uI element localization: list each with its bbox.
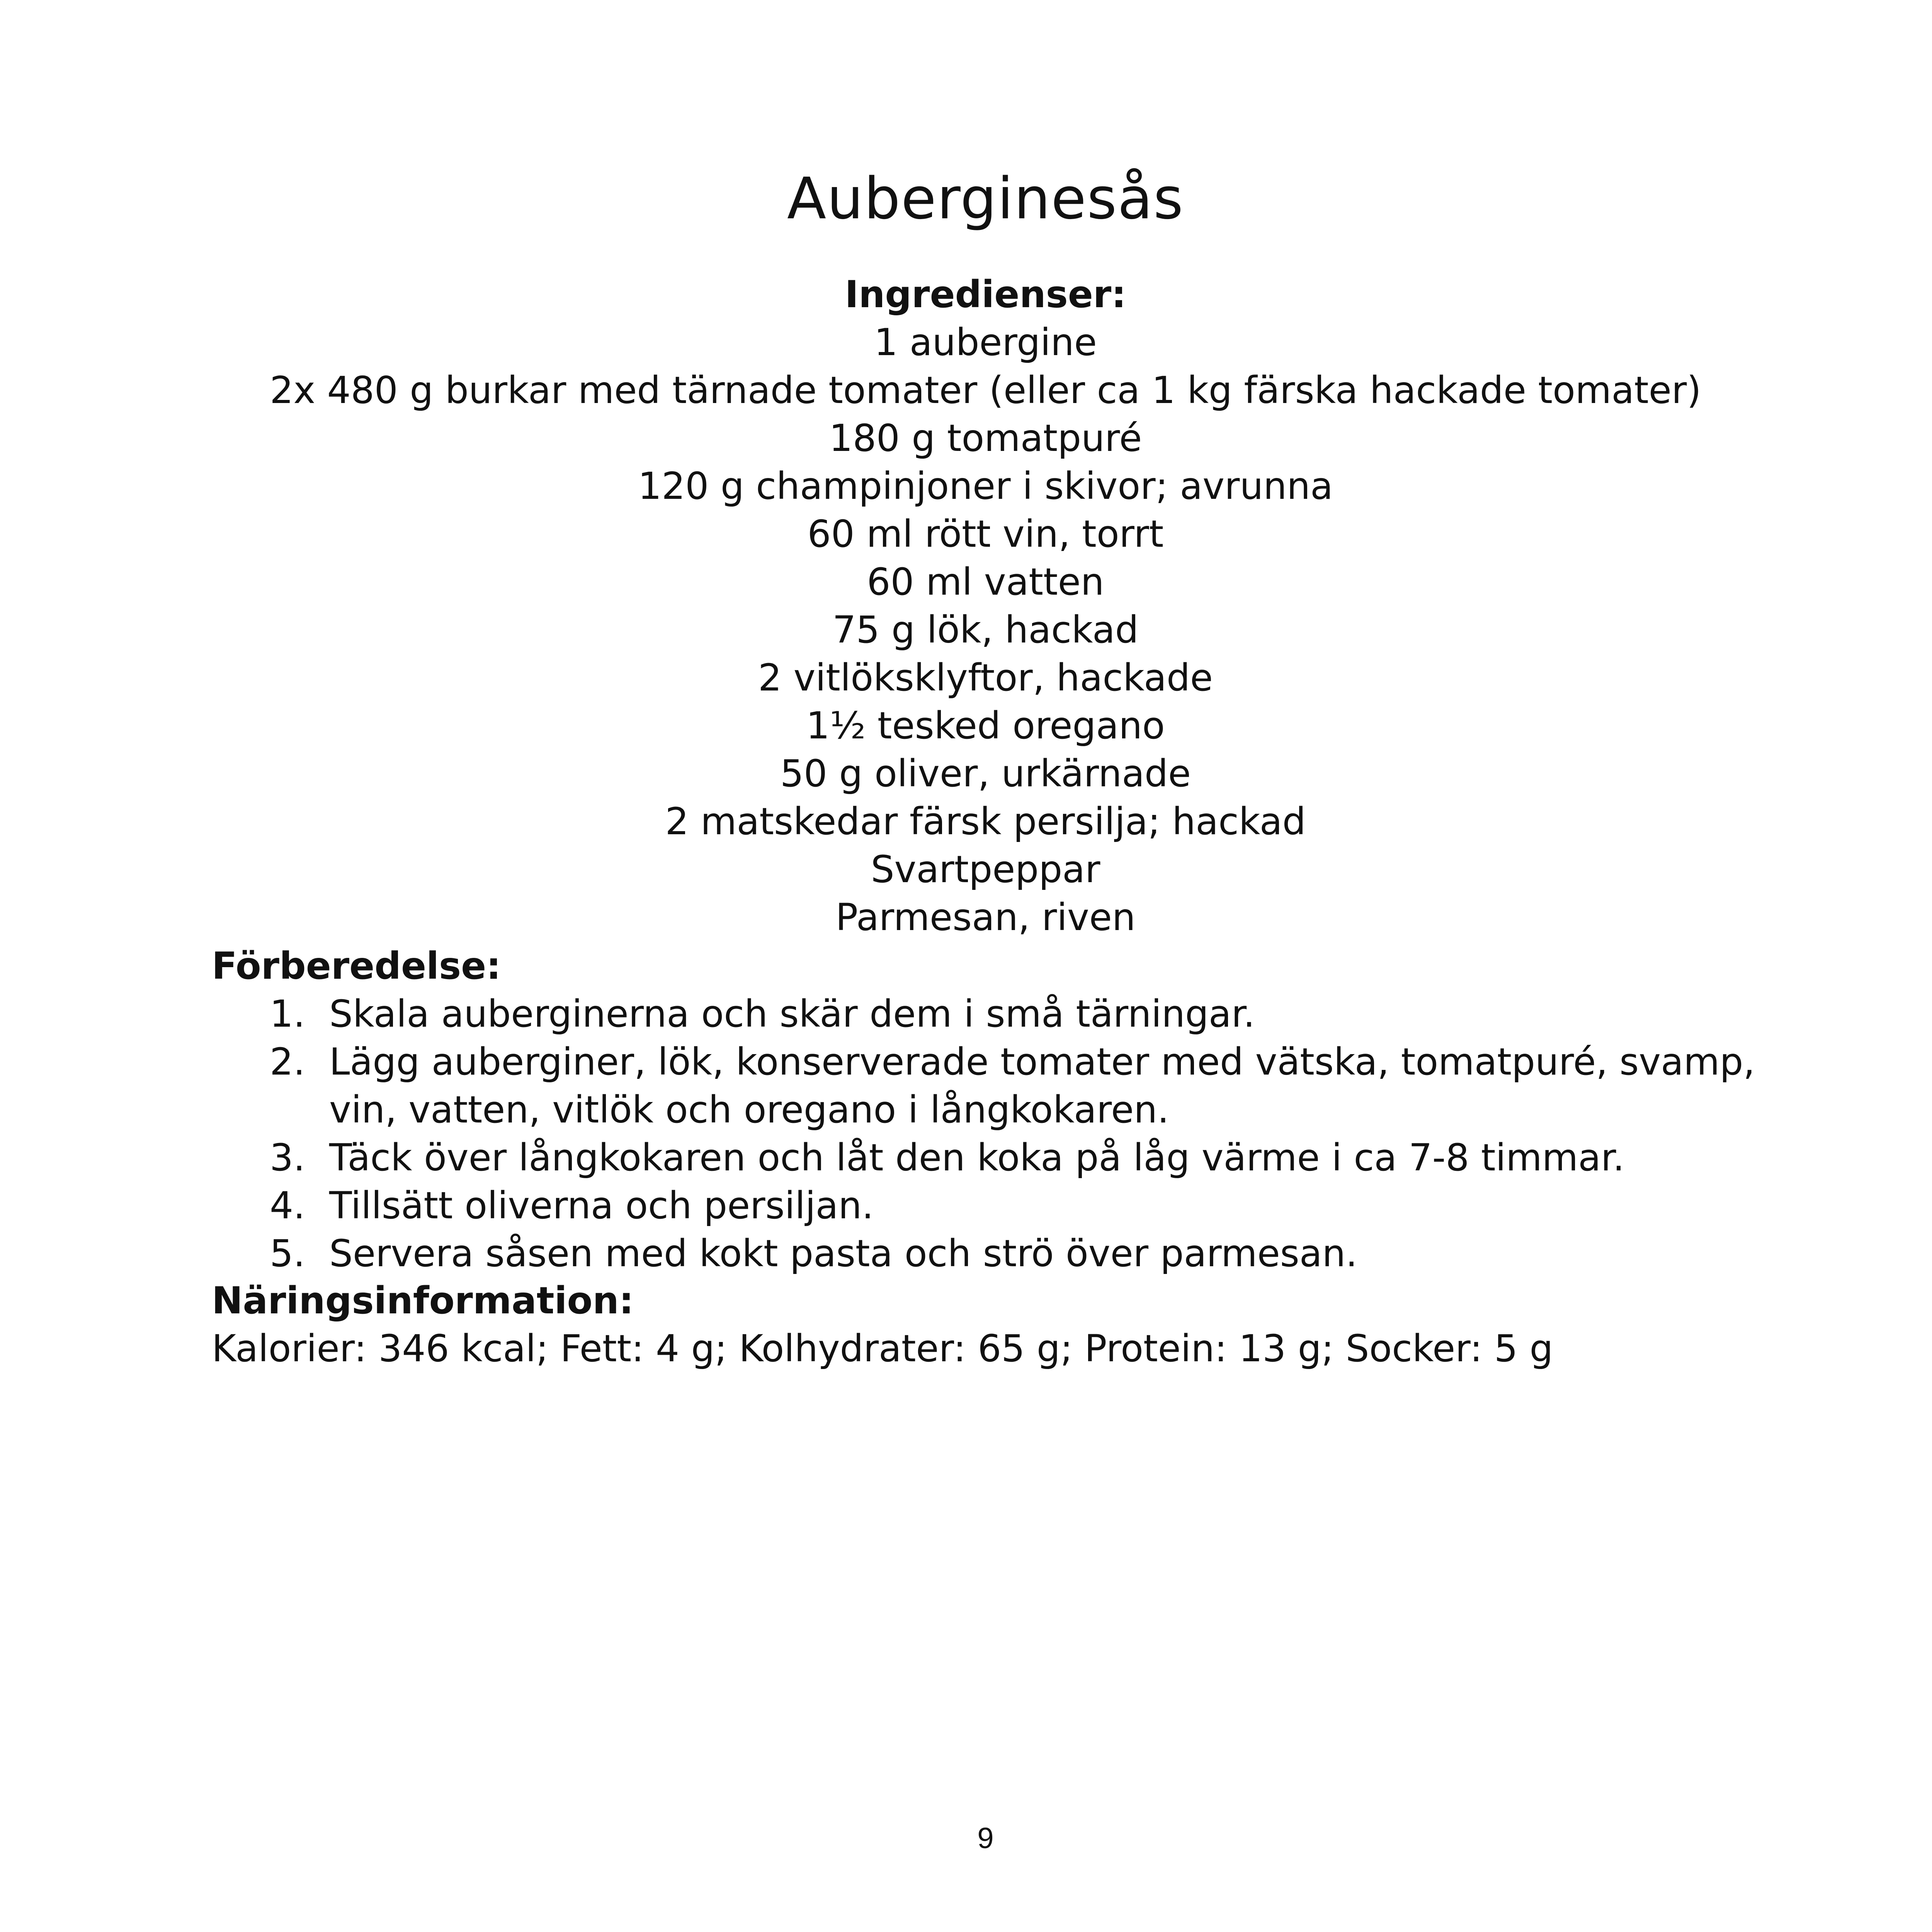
step-number: 4.: [270, 1184, 305, 1227]
step-text: Skala auberginerna och skär dem i små tärningar.: [329, 992, 1255, 1036]
ingredient-item: 1½ tesked oregano: [806, 704, 1165, 747]
step-text: Lägg auberginer, lök, konserverade tomater med vätska, tomatpuré, svamp, vin, vatten, vitlök och oregano i långkokaren.: [329, 1040, 1755, 1131]
step-text: Täck över långkokaren och låt den koka på låg värme i ca 7-8 timmar.: [329, 1136, 1625, 1179]
preparation-heading: Förberedelse:: [212, 944, 501, 988]
ingredients-heading: Ingredienser:: [845, 273, 1126, 316]
ingredient-item: 75 g lök, hackad: [832, 608, 1139, 651]
preparation-steps: [212, 990, 1796, 1277]
recipe-title: Auberginesås: [787, 165, 1184, 232]
step-item: [212, 1134, 1796, 1182]
ingredient-item: 2x 480 g burkar med tärnade tomater (eller ca 1 kg färska hackade tomater): [270, 369, 1701, 412]
ingredient-item: 180 g tomatpuré: [829, 417, 1142, 460]
ingredient-item: 60 ml vatten: [867, 560, 1104, 604]
step-text: Servera såsen med kokt pasta och strö över parmesan.: [329, 1232, 1357, 1275]
nutrition-heading: Näringsinformation:: [212, 1279, 634, 1322]
ingredient-item: 2 matskedar färsk persilja; hackad: [665, 800, 1306, 843]
nutrition-info: Kalorier: 346 kcal; Fett: 4 g; Kolhydrater: 65 g; Protein: 13 g; Socker: 5 g: [212, 1327, 1553, 1370]
ingredient-item: 2 vitlöksklyftor, hackade: [758, 656, 1213, 699]
ingredient-item: 120 g champinjoner i skivor; avrunna: [638, 464, 1333, 508]
step-item: [212, 1182, 1796, 1230]
step-number: 3.: [270, 1136, 305, 1179]
step-number: 5.: [270, 1232, 305, 1275]
ingredient-item: 50 g oliver, urkärnade: [780, 752, 1191, 795]
ingredient-item: 1 aubergine: [874, 321, 1097, 364]
step-item: [212, 1230, 1796, 1277]
ingredients-list: [0, 318, 1932, 941]
step-item: [212, 990, 1796, 1038]
step-item: [212, 1038, 1796, 1134]
ingredient-item: Parmesan, riven: [835, 896, 1136, 939]
step-number: 1.: [270, 992, 305, 1036]
ingredient-item: Svartpeppar: [871, 848, 1100, 891]
step-number: 2.: [270, 1040, 305, 1083]
page-number: 9: [977, 1822, 994, 1855]
ingredient-item: 60 ml rött vin, torrt: [807, 512, 1164, 556]
step-text: Tillsätt oliverna och persiljan.: [329, 1184, 874, 1227]
